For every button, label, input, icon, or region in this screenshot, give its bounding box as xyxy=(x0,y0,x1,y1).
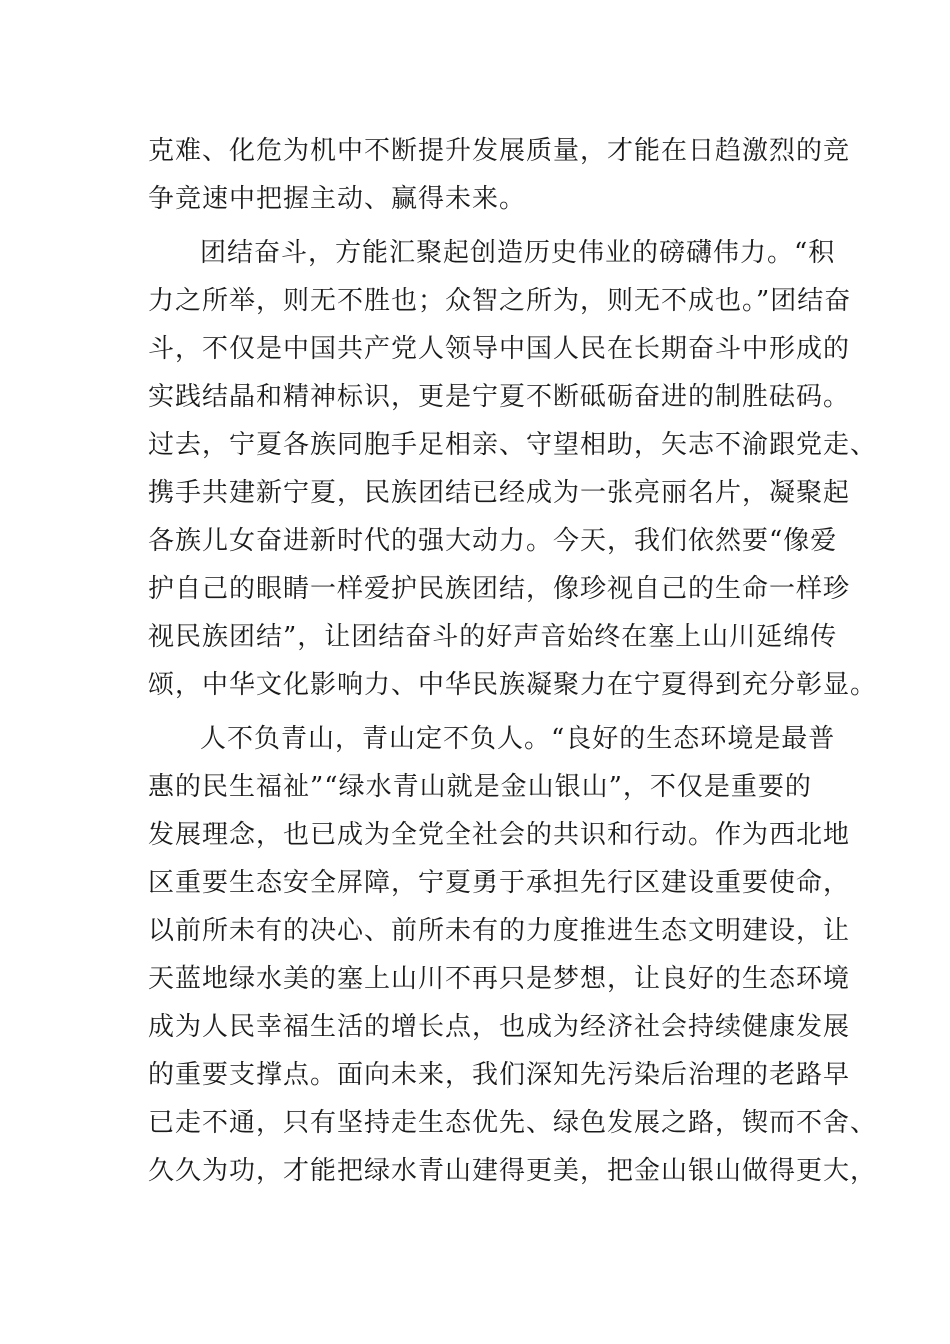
text-line: 实践结晶和精神标识，更是宁夏不断砥砺奋进的制胜砝码。 xyxy=(148,382,851,412)
text-line: 争竞速中把握主动、赢得未来。 xyxy=(148,184,527,214)
text-line: 携手共建新宁夏，民族团结已经成为一张亮丽名片，凝聚起 xyxy=(148,478,851,508)
text-line: 力之所举，则无不胜也；众智之所为，则无不成也。”团结奋 xyxy=(148,286,852,316)
text-line: 视民族团结”，让团结奋斗的好声音始终在塞上山川延绵传 xyxy=(148,622,838,652)
text-line: 斗，不仅是中国共产党人领导中国人民在长期奋斗中形成的 xyxy=(148,334,851,364)
text-line: 各族儿女奋进新时代的强大动力。今天，我们依然要“像爱 xyxy=(148,526,838,556)
text-line: 护自己的眼睛一样爱护民族团结，像珍视自己的生命一样珍 xyxy=(148,574,851,604)
text-line: 惠的民生福祉”“绿水青山就是金山银山”，不仅是重要的 xyxy=(148,772,812,802)
text-line: 成为人民幸福生活的增长点，也成为经济社会持续健康发展 xyxy=(148,1012,851,1042)
text-line: 发展理念，也已成为全党全社会的共识和行动。作为西北地 xyxy=(148,820,851,850)
text-line: 颂，中华文化影响力、中华民族凝聚力在宁夏得到充分彰显。 xyxy=(148,670,878,700)
text-line: 过去，宁夏各族同胞手足相亲、守望相助，矢志不渝跟党走、 xyxy=(148,430,878,460)
paragraph-first-line: 人不负青山，青山定不负人。“良好的生态环境是最普 xyxy=(200,724,836,754)
paragraph-first-line: 团结奋斗，方能汇聚起创造历史伟业的磅礴伟力。“积 xyxy=(200,238,836,268)
text-line: 天蓝地绿水美的塞上山川不再只是梦想，让良好的生态环境 xyxy=(148,964,851,994)
text-line: 区重要生态安全屏障，宁夏勇于承担先行区建设重要使命， xyxy=(148,868,851,898)
text-line: 以前所未有的决心、前所未有的力度推进生态文明建设，让 xyxy=(148,916,851,946)
text-line: 已走不通，只有坚持走生态优先、绿色发展之路，锲而不舍、 xyxy=(148,1108,878,1138)
text-line: 的重要支撑点。面向未来，我们深知先污染后治理的老路早 xyxy=(148,1060,851,1090)
text-line: 克难、化危为机中不断提升发展质量，才能在日趋激烈的竞 xyxy=(148,136,851,166)
text-line: 久久为功，才能把绿水青山建得更美，把金山银山做得更大， xyxy=(148,1156,878,1186)
